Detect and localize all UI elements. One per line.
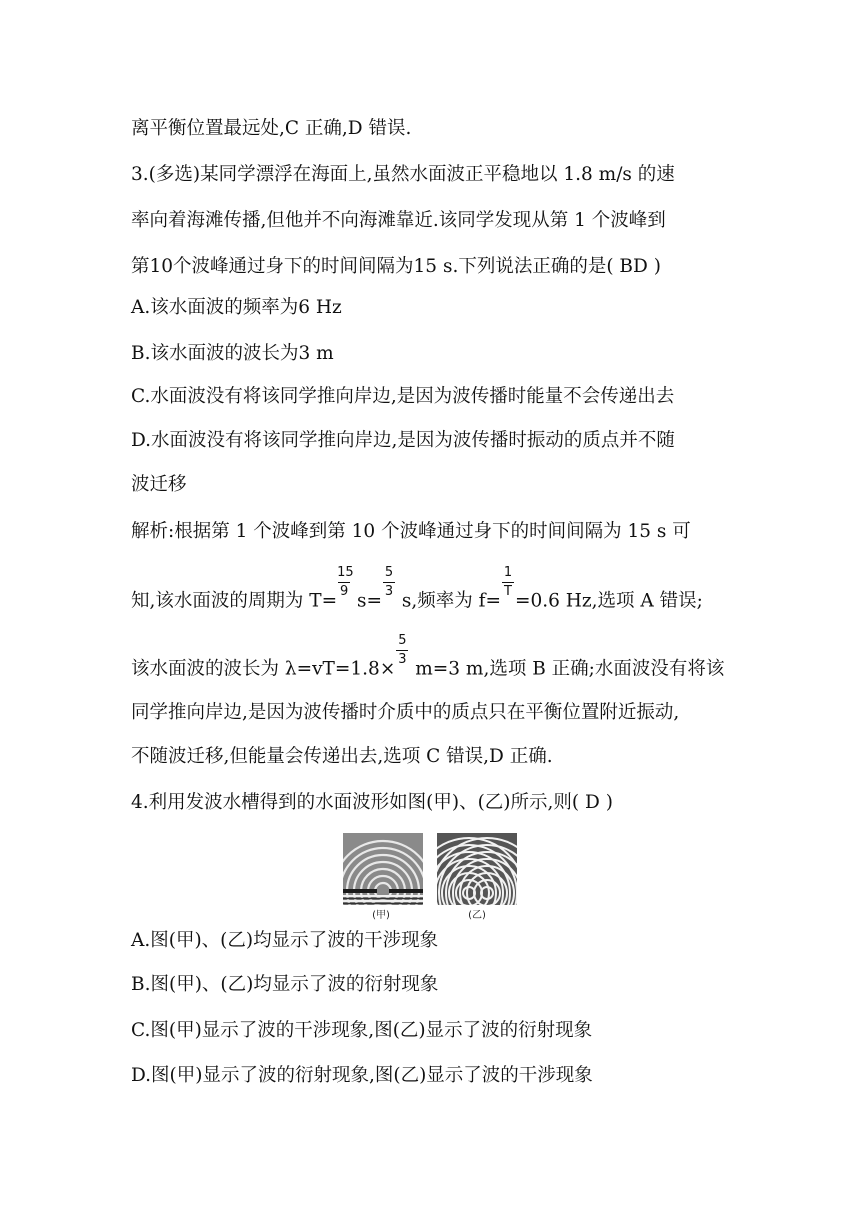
analysis-text: 知,该水面波的周期为 T=: [131, 590, 338, 612]
fraction-5-3: [382, 565, 396, 607]
text-line-1: 离平衡位置最远处,C 正确,D 错误.: [131, 118, 412, 139]
fraction-15-9: [337, 565, 354, 607]
option-a: A.该水面波的频率为6 Hz: [131, 297, 342, 318]
analysis-text: m=3 m,选项 B 正确;水面波没有将该: [409, 658, 725, 680]
fraction-denominator: 3: [398, 652, 407, 667]
option-d-cont: 波迁移: [131, 474, 187, 495]
fraction-bar: [502, 582, 514, 583]
analysis-line-1: 解析:根据第 1 个波峰到第 10 个波峰通过身下的时间间隔为 15 s 可: [131, 521, 691, 542]
option-b: B.该水面波的波长为3 m: [131, 343, 334, 364]
question-3-stem: 3.(多选)某同学漂浮在海面上,虽然水面波正平稳地以 1.8 m/s 的速: [131, 164, 675, 185]
fraction-numerator: 15: [337, 565, 354, 580]
option-c: C.水面波没有将该同学推向岸边,是因为波传播时能量不会传递出去: [131, 386, 675, 407]
fraction-numerator: 1: [503, 565, 513, 580]
wave-tank-figure: [341, 833, 519, 921]
caption-jia: (甲): [372, 910, 390, 921]
fraction-denominator: 3: [384, 584, 394, 599]
diffraction-pattern-image: [341, 833, 433, 921]
q4-option-c: C.图(甲)显示了波的干涉现象,图(乙)显示了波的衍射现象: [131, 1020, 593, 1041]
analysis-line-5: 不随波迁移,但能量会传递出去,选项 C 错误,D 正确.: [131, 746, 553, 767]
fraction-denominator: 9: [339, 584, 349, 599]
fraction-1-T: [501, 565, 515, 607]
caption-yi: (乙): [468, 910, 486, 921]
fraction-bar: [338, 582, 350, 583]
wave-pattern-images: [341, 833, 519, 921]
fraction-numerator: 5: [398, 633, 407, 648]
fraction-numerator: 5: [384, 565, 394, 580]
fraction-5-3: [395, 633, 409, 675]
fraction-bar: [396, 650, 408, 651]
analysis-line-2: [131, 565, 820, 614]
question-3-stem-line-3: 第10个波峰通过身下的时间间隔为15 s.下列说法正确的是( BD ): [131, 256, 661, 277]
analysis-text: s=: [351, 590, 382, 612]
analysis-text: =0.6 Hz,选项 A 错误;: [514, 590, 703, 612]
q4-option-d: D.图(甲)显示了波的衍射现象,图(乙)显示了波的干涉现象: [131, 1065, 593, 1086]
q4-option-b: B.图(甲)、(乙)均显示了波的衍射现象: [131, 974, 439, 995]
fraction-denominator: T: [504, 584, 512, 599]
analysis-text: s,频率为 f=: [396, 590, 501, 612]
question-3-stem-line-2: 率向着海滩传播,但他并不向海滩靠近.该同学发现从第 1 个波峰到: [131, 210, 666, 231]
analysis-line-3: [131, 633, 820, 682]
question-4-stem: 4.利用发波水槽得到的水面波形如图(甲)、(乙)所示,则( D ): [131, 792, 613, 813]
analysis-text: 该水面波的波长为 λ=vT=1.8×: [131, 658, 396, 680]
fraction-bar: [383, 582, 395, 583]
option-d: D.水面波没有将该同学推向岸边,是因为波传播时振动的质点并不随: [131, 430, 675, 451]
interference-pattern-image: [414, 833, 519, 921]
analysis-line-4: 同学推向岸边,是因为波传播时介质中的质点只在平衡位置附近振动,: [131, 702, 680, 723]
q4-option-a: A.图(甲)、(乙)均显示了波的干涉现象: [131, 930, 439, 951]
